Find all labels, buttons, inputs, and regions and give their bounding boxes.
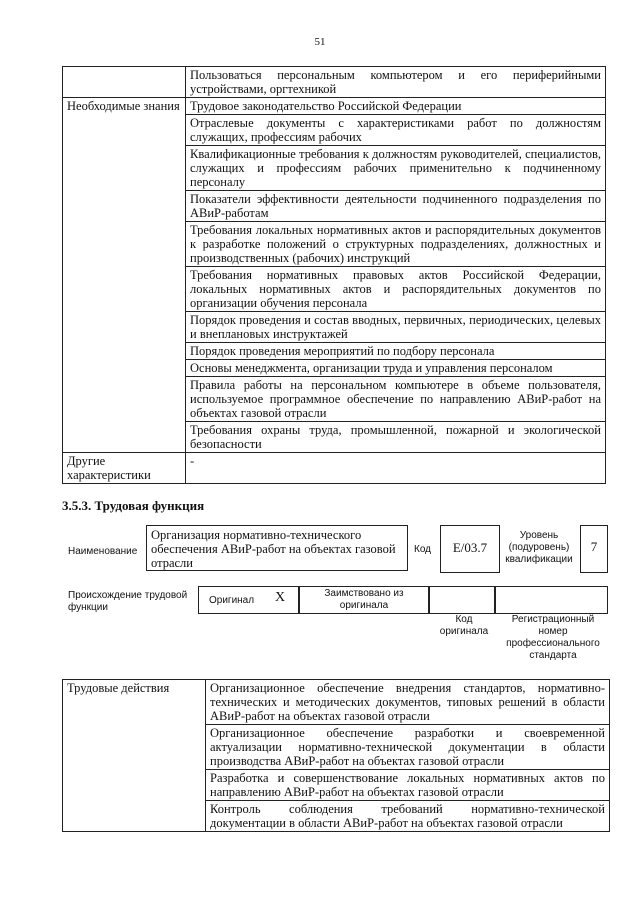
list-item: Правила работы на персональном компьютере в объеме пользователя, используемое программное обеспечение по направлению АВиР-работ на объектах газовой отрасли <box>186 377 606 422</box>
table-row <box>63 453 606 484</box>
list-item: - <box>186 453 606 484</box>
code-original-box <box>428 586 496 614</box>
section-title: 3.5.3. Трудовая функция <box>62 498 205 513</box>
level-label: Уровень (подуровень) квалификации <box>505 530 573 565</box>
list-item: Порядок проведения мероприятий по подбору персонала <box>186 343 606 360</box>
table-row <box>63 680 610 725</box>
borrowed-box <box>298 586 430 614</box>
list-item: Контроль соблюдения требований нормативно-технической документации в области АВиР-работ на объектах газовой отрасли <box>206 801 610 832</box>
original-box <box>198 586 300 614</box>
skills-knowledge-table <box>62 66 606 484</box>
function-name-box: Организация нормативно-технического обеспечения АВиР-работ на объектах газовой отрасли <box>146 525 408 571</box>
row-label: Трудовые действия <box>63 680 206 832</box>
code-value-box: Е/03.7 <box>440 525 500 573</box>
original-label: Оригинал <box>209 595 255 606</box>
row-label <box>63 67 186 98</box>
list-item: Организационное обеспечение разработки и своевременной актуализации нормативно-технической документации в области производства АВиР-работ на объектах газовой отрасли <box>206 725 610 770</box>
level-value-box: 7 <box>580 525 608 573</box>
list-item: Пользоваться персональным компьютером и его периферийными устройствами, оргтехникой <box>186 67 606 98</box>
list-item: Показатели эффективности деятельности подчиненного подразделения по АВиР-работам <box>186 191 606 222</box>
code-label: Код <box>414 544 432 555</box>
list-item: Разработка и совершенствование локальных нормативных актов по направлению АВиР-работ на объектах газовой отрасли <box>206 770 610 801</box>
origin-label: Происхождение трудовой функции <box>68 590 188 613</box>
original-mark: X <box>275 590 286 605</box>
list-item: Требования нормативных правовых актов Российской Федерации, локальных нормативных актов и распорядительных документов по организации обучения персонала <box>186 267 606 312</box>
table-row <box>63 98 606 115</box>
list-item: Требования охраны труда, промышленной, пожарной и экологической безопасности <box>186 422 606 453</box>
list-item: Трудовое законодательство Российской Федерации <box>186 98 606 115</box>
list-item: Квалификационные требования к должностям руководителей, специалистов, служащих и профессиям рабочих применительно к подчиненному персоналу <box>186 146 606 191</box>
reg-number-box <box>494 586 608 614</box>
row-label: Необходимые знания <box>63 98 186 453</box>
list-item: Основы менеджмента, организации труда и управления персоналом <box>186 360 606 377</box>
list-item: Организационное обеспечение внедрения стандартов, нормативно-технических и методических документов, типовых решений в области АВиР-работ на объектах газовой отрасли <box>206 680 610 725</box>
page-number: 51 <box>314 36 326 48</box>
reg-number-label: Регистрационный номер профессионального стандарта <box>506 614 600 661</box>
name-label: Наименование <box>68 546 138 557</box>
labor-actions-table <box>62 679 610 832</box>
list-item: Порядок проведения и состав вводных, первичных, периодических, целевых и внеплановых инструктажей <box>186 312 606 343</box>
list-item: Отраслевые документы с характеристиками работ по должностям служащих, профессиям рабочих <box>186 115 606 146</box>
row-label: Другие характеристики <box>63 453 186 484</box>
table-row <box>63 67 606 98</box>
code-original-label: Код оригинала <box>439 614 489 637</box>
borrowed-label: Заимствовано из оригинала <box>324 588 404 611</box>
list-item: Требования локальных нормативных актов и распорядительных документов к разработке положений о структурных подразделениях, должностных и производственных (рабочих) инструкций <box>186 222 606 267</box>
